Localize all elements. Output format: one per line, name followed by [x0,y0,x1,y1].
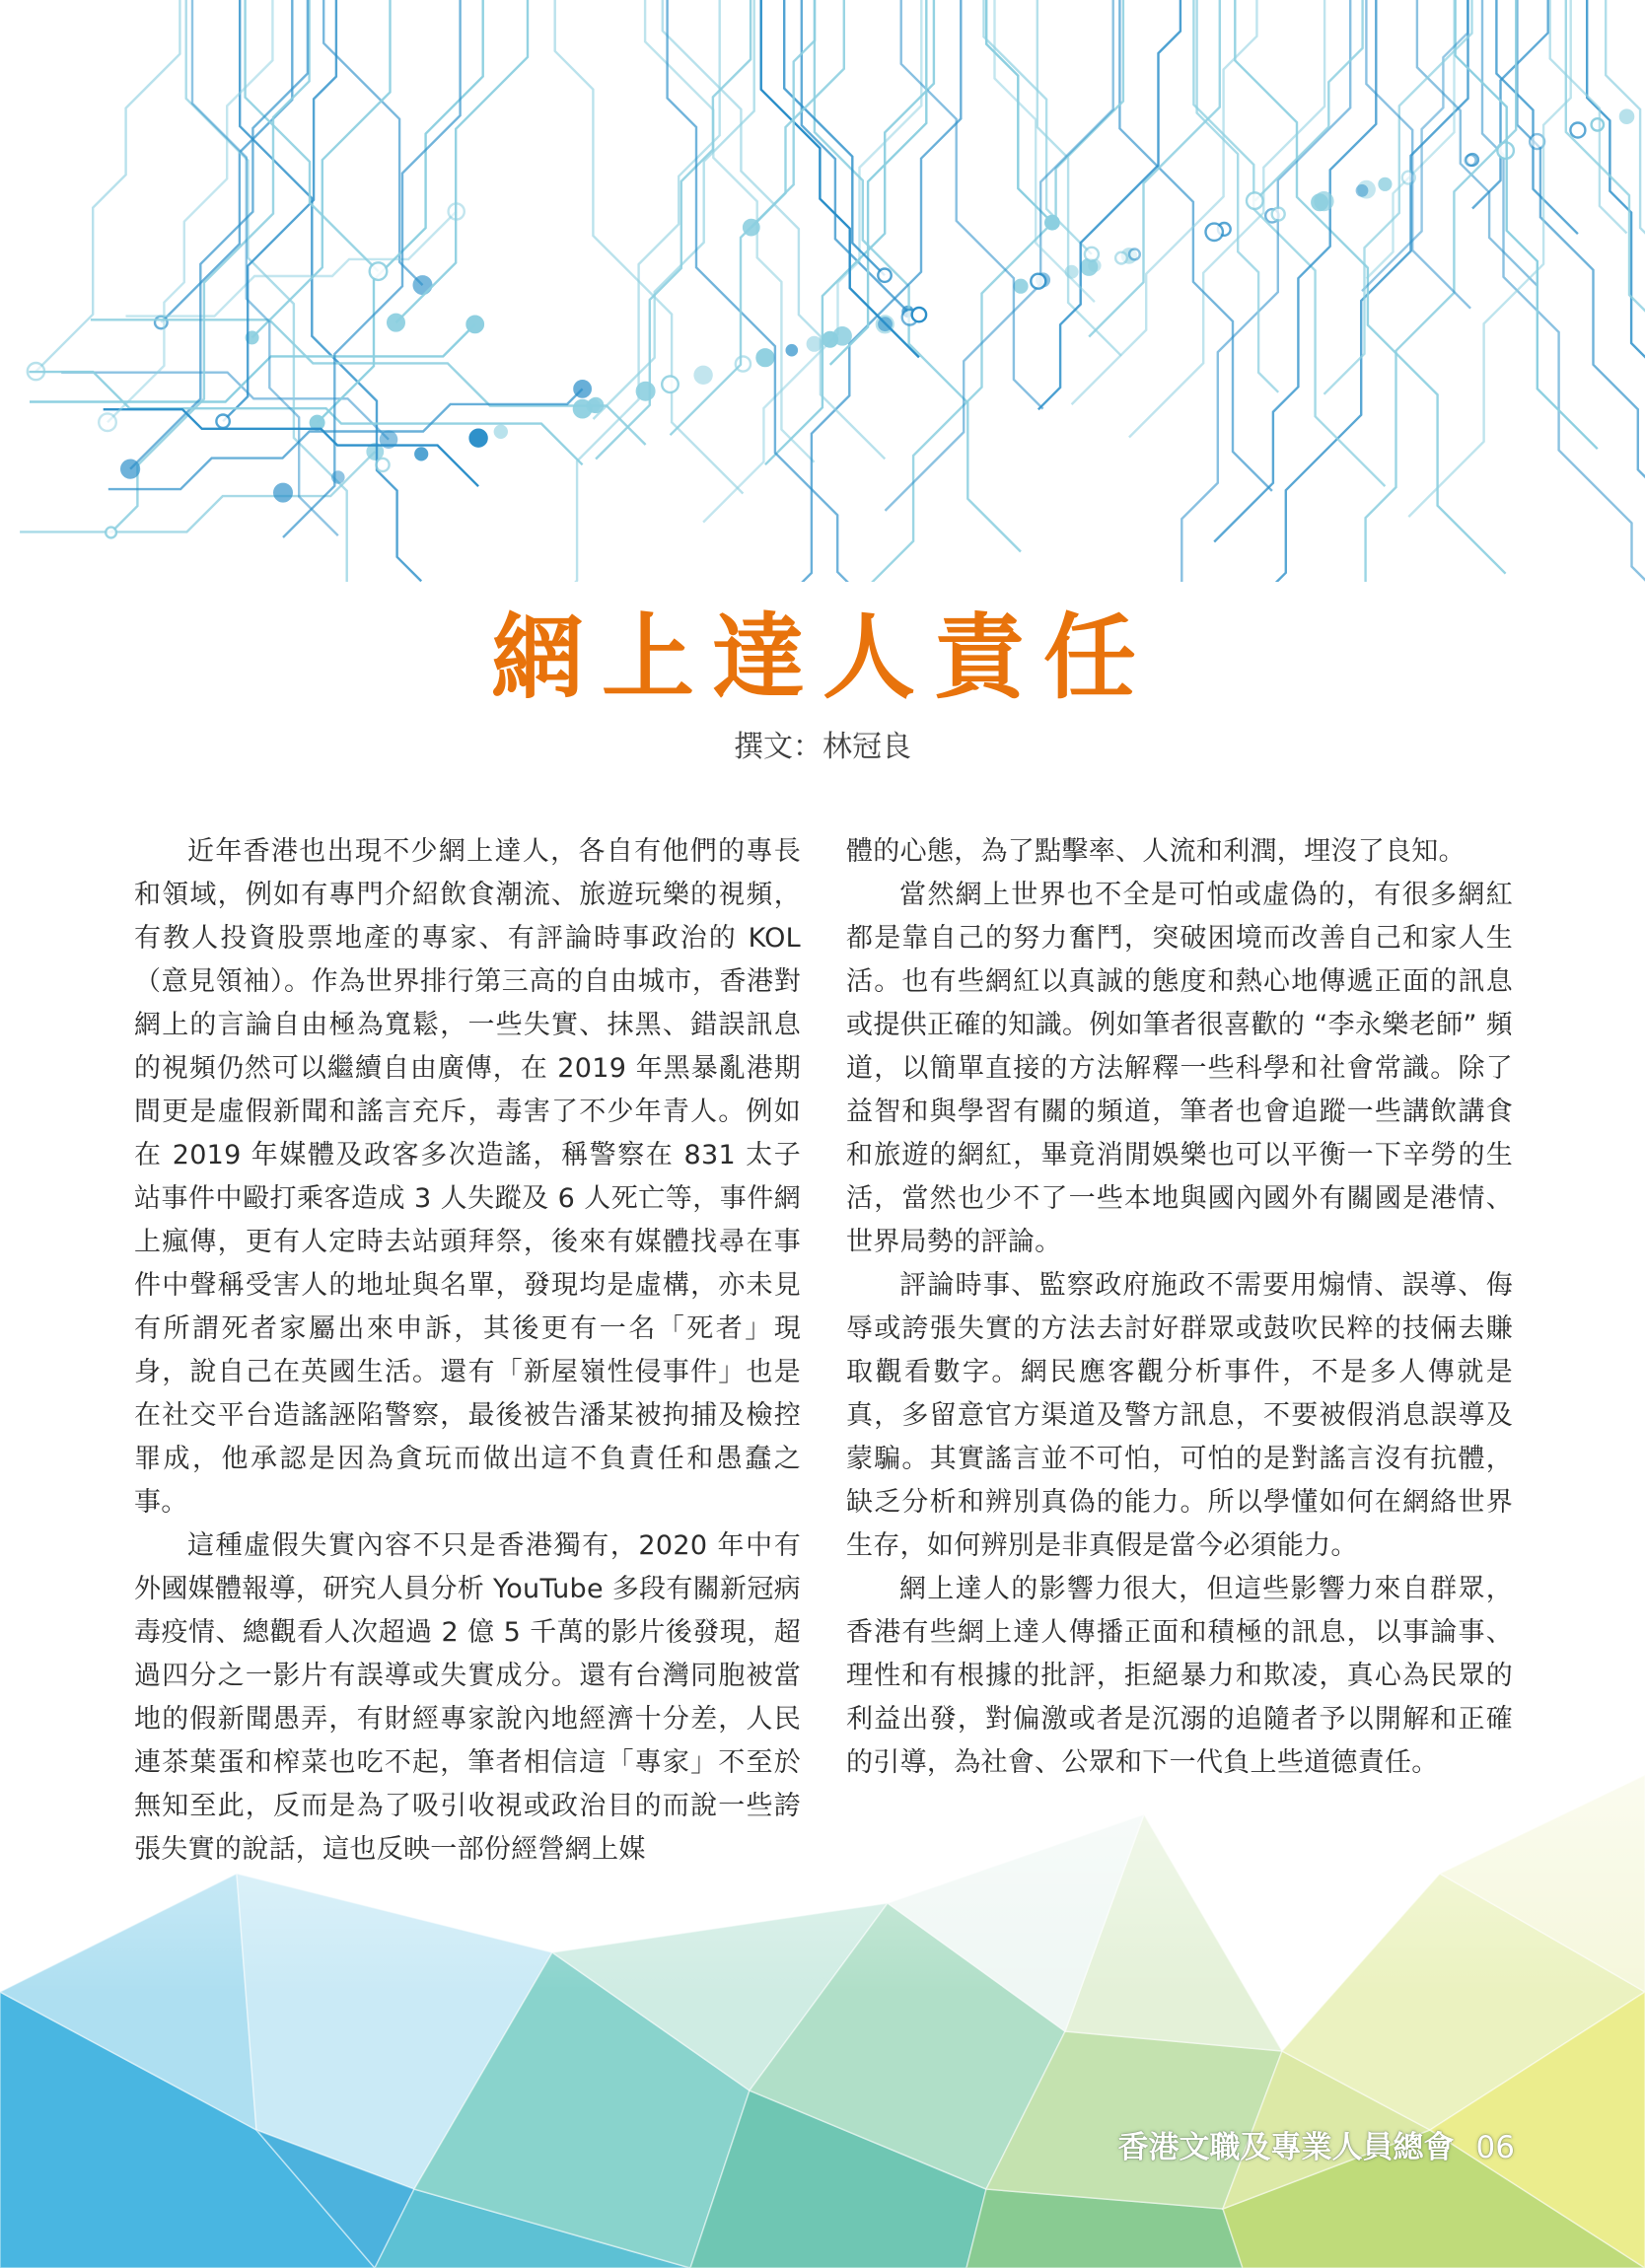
article-paragraph: 網上達人的影響力很大，但這些影響力來自群眾，香港有些網上達人傳播正面和積極的訊息，以事論事、理性和有根據的批評，拒絕暴力和欺凌，真心為民眾的利益出發，對偏激或者是沉溺的追隨者予以開解和正確的引導，為社會、公眾和下一代負上些道德責任。 [846,1574,1513,1778]
article-column-left [134,830,801,1872]
article-paragraph: 當然網上世界也不全是可怕或虛偽的，有很多網紅都是靠自己的努力奮鬥，突破困境而改善自己和家人生活。也有些網紅以真誠的態度和熱心地傳遞正面的訊息或提供正確的知識。例如筆者很喜歡的 “李永樂老師” 頻道，以簡單直接的方法解釋一些科學和社會常識。除了益智和與學習有關的頻道，筆者也會追蹤一些講飲講食和旅遊的網紅，畢竟消閒娛樂也可以平衡一下辛勞的生活，當然也少不了一些本地與國內國外有關國是港情、世界局勢的評論。 [846,880,1513,1257]
footer-organization: 香港文職及專業人員總會 [1117,2130,1455,2165]
article-column-right [846,830,1513,1785]
article-paragraph: 這種虛假失實內容不只是香港獨有，2020 年中有外國媒體報導，研究人員分析 YouTube 多段有關新冠病毒疫情、總觀看人次超過 2 億 5 千萬的影片後發現，超過四分之一影片有誤導或失實成分。還有台灣同胞被當地的假新聞愚弄，有財經專家說內地經濟十分差，人民連茶葉蛋和榨菜也吃不起，筆者相信這「專家」不至於無知至此，反而是為了吸引收視或政治目的而說一些誇張失實的說話，這也反映一部份經營網上媒 [134,1530,801,1865]
article-paragraph: 近年香港也出現不少網上達人，各自有他們的專長和領域，例如有專門介紹飲食潮流、旅遊玩樂的視頻，有教人投資股票地產的專家、有評論時事政治的 KOL（意見領袖）。作為世界排行第三高的自由城市，香港對網上的言論自由極為寬鬆，一些失實、抹黑、錯誤訊息的視頻仍然可以繼續自由廣傳，在 2019 年黑暴亂港期間更是虛假新聞和謠言充斥，毒害了不少年青人。例如在 2019 年媒體及政客多次造謠，稱警察在 831 太子站事件中毆打乘客造成 3 人失蹤及 6 人死亡等，事件網上瘋傳，更有人定時去站頭拜祭，後來有媒體找尋在事件中聲稱受害人的地址與名單，發現均是虛構，亦未見有所謂死者家屬出來申訴，其後更有一名「死者」現身，說自己在英國生活。還有「新屋嶺性侵事件」也是在社交平台造謠誣陷警察，最後被告潘某被拘捕及檢控罪成，他承認是因為貪玩而做出這不負責任和愚蠢之事。 [134,836,801,1518]
article-byline: 撰文：林冠良 [734,730,911,764]
circuit-board-artwork [0,0,1645,582]
article-paragraph: 體的心態，為了點擊率、人流和利潤，埋沒了良知。 [846,836,1466,867]
page-footer [1118,2126,1515,2169]
article-title: 網上達人責任 [490,603,1154,712]
page-number: 06 [1475,2130,1515,2165]
article-paragraph: 評論時事、監察政府施政不需要用煽情、誤導、侮辱或誇張失實的方法去討好群眾或鼓吹民粹的技倆去賺取觀看數字。網民應客觀分析事件，不是多人傳就是真，多留意官方渠道及警方訊息，不要被假消息誤導及蒙騙。其實謠言並不可怕，可怕的是對謠言沒有抗體，缺乏分析和辨別真偽的能力。所以學懂如何在網絡世界生存，如何辨別是非真假是當今必須能力。 [846,1270,1513,1561]
